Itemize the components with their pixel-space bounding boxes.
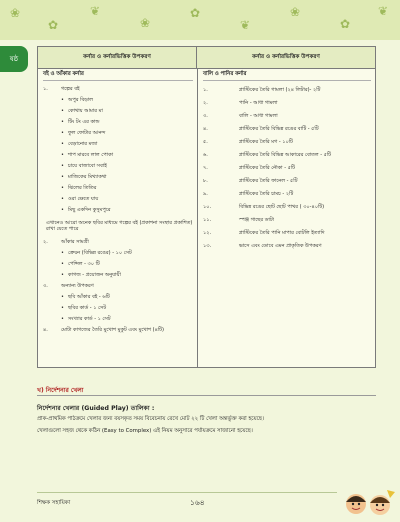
- list-item: ৭. প্লাস্টিকের তৈরি নৌকা - ৫টি: [203, 165, 295, 172]
- list-item: • ওরা ক্ষেতে যায়: [61, 196, 99, 203]
- list-item: • চায়ে বাজাবো সবাই: [61, 163, 107, 170]
- list-item: • শাপ মারবে লাল পোকা: [61, 152, 114, 159]
- list-item: ১. প্লাস্টিকের তৈরি গামলা (২৪ লিটার)- ২টি: [203, 87, 321, 94]
- list-item: ৯. প্লাস্টিকের তৈরি চামচ - ২টি: [203, 191, 294, 198]
- section-divider: [37, 395, 376, 396]
- bullet-icon: •: [61, 207, 64, 214]
- list-item: • ক্রেয়ন (বিভিন্ন রঙের) - ১০ সেট: [61, 250, 132, 257]
- list-item: • মাজিকের মিথ্যাকথা: [61, 174, 107, 181]
- book-art-corner-heading: বই ও আঁকার কর্নার: [43, 71, 193, 81]
- list-item: ৬. প্লাস্টিকের তৈরি বিভিন্ন আকারের বোতল - ৫টি: [203, 152, 332, 159]
- list-item: • ফুল ফোটার আনন্দ: [61, 130, 106, 137]
- bullet-icon: •: [61, 305, 64, 312]
- list-item: • কাগজ - প্রয়োজন অনুযায়ী: [61, 272, 121, 279]
- list-item: ২. পানি - আধা গামলা: [203, 100, 278, 107]
- bullet-icon: •: [61, 185, 64, 192]
- leaf-doodle-icon: ❦: [240, 18, 251, 32]
- list-item: • ঝিলের তিতির: [61, 185, 97, 192]
- chapter-tab: ষষ্ঠ: [0, 46, 28, 72]
- section-title: খ) নির্দেশনার খেলা: [37, 387, 84, 394]
- bullet-icon: •: [61, 261, 64, 268]
- bullet-icon: •: [61, 108, 64, 115]
- bullet-icon: •: [61, 141, 64, 148]
- footer-divider: [37, 492, 337, 493]
- list-item: ১২. প্লাস্টিকের তৈরি পানি মাপার বোটলি ইত্যাদি: [203, 230, 325, 237]
- bullet-icon: •: [61, 196, 64, 203]
- section-art-supplies: ২. আঁকার সামগ্রী: [43, 239, 89, 246]
- bullet-icon: •: [61, 174, 64, 181]
- bullet-icon: •: [61, 97, 64, 104]
- bullet-icon: •: [61, 163, 64, 170]
- bullet-icon: •: [61, 130, 64, 137]
- children-illustration-icon: [340, 488, 398, 522]
- page-number: ১৬৪: [190, 498, 205, 507]
- list-item: ১০. বিভিন্ন রঙের ছোট ছোট পাথর ( ৩০-৪০টি): [203, 204, 325, 211]
- list-item: • মিছু একদিন কুসুমপুরে: [61, 207, 111, 214]
- leaf-doodle-icon: ✿: [48, 18, 59, 32]
- leaf-doodle-icon: ❀: [140, 16, 151, 30]
- right-column-header: কর্নার ও কর্নারভিত্তিক উপকরণ: [197, 47, 375, 69]
- books-note: এখানেও আরো অনেক ছবির মাধ্যমে গল্পের বই (প্রকাশনা সংস্থার প্রকাশিত) রাখা যেতে পারে: [46, 219, 193, 233]
- list-item: ৮. প্লাস্টিকের তৈরি ফানেল - ৫টি: [203, 178, 298, 185]
- bullet-icon: •: [61, 294, 64, 301]
- body-paragraph-line: প্রাক-প্রাথমিক পাঠক্রমে খেলার জন্য বয়সকৃত সময় বিবেচনায় রেখে মোট ২২ টি খেলা অন্তর্ভুক্ত করা হয়েছে।: [37, 416, 264, 422]
- leaf-doodle-icon: ✿: [190, 6, 201, 20]
- materials-table: [37, 46, 376, 368]
- list-item: • বেড়ানোর মজা: [61, 141, 98, 148]
- list-item: • পেন্সিল - ৩০ টি: [61, 261, 100, 268]
- list-item: • অপুর বিড়াল: [61, 97, 94, 104]
- leaf-doodle-icon: ❀: [290, 5, 301, 19]
- leaf-doodle-icon: ✿: [340, 17, 351, 31]
- column-divider: [197, 69, 198, 367]
- sand-water-corner-heading: বালি ও পানির কর্নার: [203, 71, 371, 81]
- list-item: ৪. প্লাস্টিকের তৈরি বিভিন্ন রঙের বাটি - ৫টি: [203, 126, 319, 133]
- section-other-materials: ৩. অন্যান্য উপকরণ: [43, 283, 94, 290]
- bullet-icon: •: [61, 272, 64, 279]
- bullet-icon: •: [61, 316, 64, 323]
- page-footer: [0, 488, 400, 522]
- decorative-header-band: [0, 0, 400, 40]
- body-paragraph-line: খেলাগুলো সহজ থেকে কঠিন (Easy to Complex) এই নিয়ম অনুসারে পর্যায়ক্রমে সাজানো হয়েছে।: [37, 428, 253, 434]
- left-column-header: কর্নার ও কর্নারভিত্তিক উপকরণ: [38, 47, 197, 69]
- list-item: ১৩. ভাসে এবং ডোবে এমন প্রাকৃতিক উপকরণ: [203, 243, 322, 250]
- footer-book-title: শিক্ষক সহায়িকা: [37, 500, 71, 506]
- bullet-icon: •: [61, 119, 64, 126]
- bullet-icon: •: [61, 250, 64, 257]
- bullet-icon: •: [61, 152, 64, 159]
- leaf-doodle-icon: ❀: [10, 6, 21, 20]
- leaf-doodle-icon: ❦: [90, 4, 101, 18]
- list-item: ১১. স্পঞ্জ গাছের ডাটা: [203, 217, 275, 224]
- right-column: [203, 71, 371, 253]
- list-item: • সংখ্যার কার্ড - ১ সেট: [61, 316, 111, 323]
- leaf-doodle-icon: ❦: [378, 4, 389, 18]
- section-story-books: ১. গল্পের বই: [43, 86, 80, 93]
- list-item: • ছবি আঁকার বই - ৬টি: [61, 294, 110, 301]
- section-masks: ৪. মোটা কাগজের তৈরি মুখোশ মুকুট এবং মুখোশ (৪টি): [43, 327, 164, 334]
- list-item: ৩. বালি - আধা গামলা: [203, 113, 278, 120]
- list-item: • কোথায় আমার মা: [61, 108, 103, 115]
- list-item: • ছবির কার্ড - ১ সেট: [61, 305, 107, 312]
- left-column: [43, 71, 193, 336]
- list-item: ৫. প্লাস্টিকের তৈরি মগ - ১০টি: [203, 139, 293, 146]
- guided-play-title: নির্দেশনার খেলার (Guided Play) তালিকা :: [37, 405, 155, 412]
- list-item: • টিং টং এর কান্ড: [61, 119, 100, 126]
